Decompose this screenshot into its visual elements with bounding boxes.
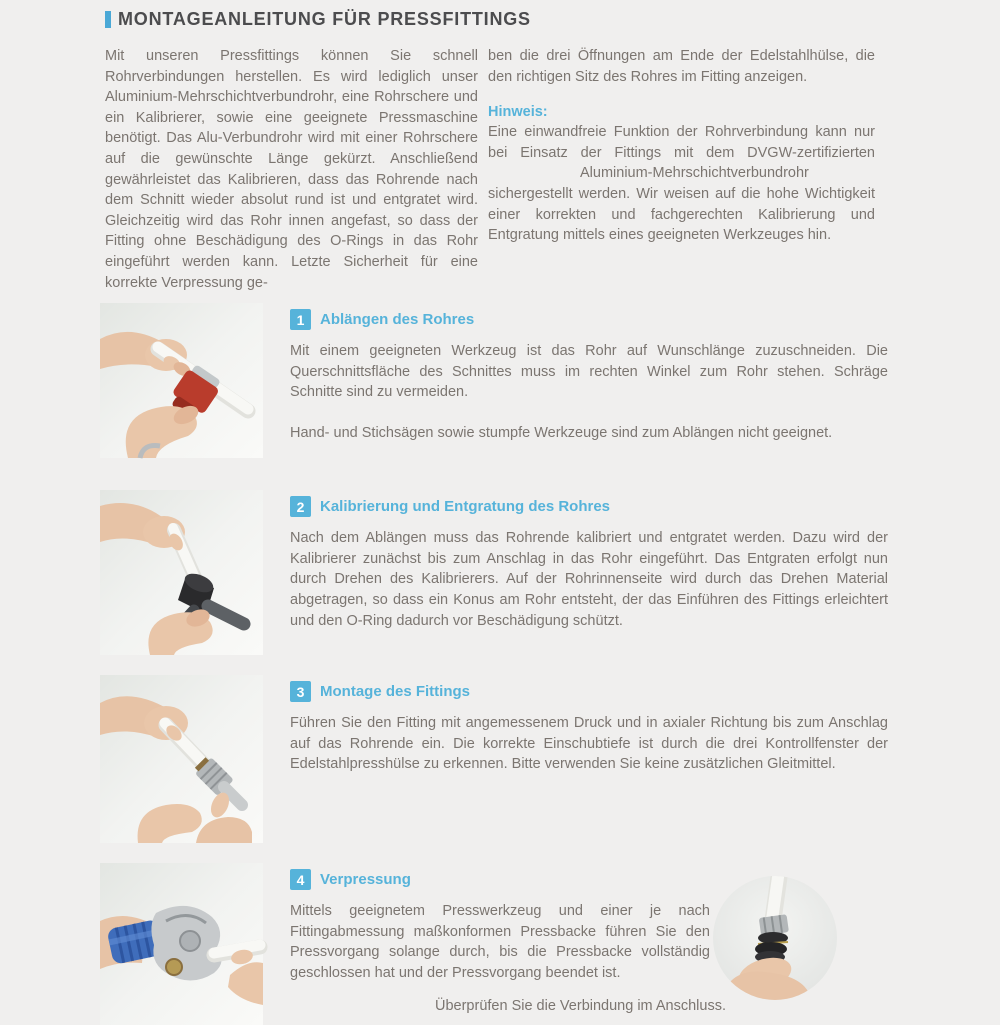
note-label: Hinweis: [488, 104, 548, 121]
step-2-header [290, 496, 888, 517]
step-1-title: Ablängen des Rohres [320, 311, 475, 329]
intro-left-paragraph: Mit unseren Pressfittings können Sie schnell Rohrverbindungen herstellen. Es wird lediglich unser Aluminium-Mehrschichtverbundrohr, eine Rohrschere und ein Kalibrierer, sowie eine geeignete Pressmaschine benötigt. Das Alu-Verbundrohr wird mit einer Rohrschere auf die gewünschte Länge gekürzt. Anschließend gewährleistet das Kalibrieren, dass das Rohrende nach dem Schnitt wieder absolut rund ist und entgratet wird. Gleichzeitig wird das Rohr innen angefast, so dass der Fitting ohne Beschädigung des O-Rings in das Rohr eingeführt werden kann. Letzte Sicherheit für eine korrekte Verpressung ge- [105, 48, 478, 291]
steps-section [100, 303, 888, 1025]
calibration-tool-photo-icon [100, 490, 263, 655]
finished-connection-photo-icon [713, 876, 837, 1000]
step-3-body: Führen Sie den Fitting mit angemessenem Druck und in axialer Richtung bis zum Anschlag auf das Rohrende ein. Die korrekte Einschubtiefe ist durch die drei Kontrollfenster der Edelstahlpresshülse zu erkennen. Bitte verwenden Sie keine zusätzlichen Gleitmittel. [290, 715, 888, 773]
note-indent-gap [488, 176, 580, 177]
step-4-number-badge: 4 [290, 869, 311, 890]
accent-bar-icon [105, 11, 111, 28]
closing-line: Überprüfen Sie die Verbindung im Anschluss. [435, 997, 726, 1014]
step-4-body: Mittels geeignetem Presswerkzeug und einer je nach Fittingabmessung maßkonformen Pressbacke führen Sie den Pressvorgang solange durch, bis die Pressbacke vollständig geschlossen hat und der Pressvorgang beendet ist. [290, 903, 710, 981]
step-2-number-badge: 2 [290, 496, 311, 517]
finished-connection-photo [713, 876, 837, 1000]
step-1-row [100, 303, 888, 458]
intro-section [105, 46, 895, 293]
step-3-title: Montage des Fittings [320, 683, 470, 701]
montageanleitung-page [0, 9, 1000, 1014]
note-paragraph [488, 122, 875, 246]
step-1-body-2: Hand- und Stichsägen sowie stumpfe Werkzeuge sind zum Ablängen nicht geeignet. [290, 424, 833, 441]
step-4-title: Verpressung [320, 871, 411, 889]
step-3-number-badge: 3 [290, 681, 311, 702]
step-2-photo [100, 490, 263, 655]
note-text-part1: Eine einwandfreie Funktion der Rohrverbindung kann nur bei Einsatz der Fittings mit dem DVGW-zertifizierten [488, 124, 875, 161]
page-header [105, 9, 1000, 30]
step-1-photo [100, 303, 263, 458]
step-2-body: Nach dem Ablängen muss das Rohrende kalibriert und entgratet werden. Dazu wird der Kalibrierer zunächst bis zum Anschlag in das Rohr eingeführt. Das Entgraten erfolgt nun durch Drehen des Kalibrierers. Auf der Rohrinnenseite wird durch das Drehen Material abgetragen, so dass ein Konus am Rohr entsteht, der das Einführen des Fittings erleichtert und den O-Ring dadurch vor Beschädigung schützt. [290, 530, 888, 629]
note-text-part2: Aluminium-Mehrschichtverbundrohr sichergestellt werden. Wir weisen auf die hohe Wichtigkeit einer korrekten und fachgerechten Kalibrierung und Entgratung mittels eines geeigneten Werkzeuges hin. [488, 165, 875, 244]
step-4-photo [100, 863, 263, 1025]
step-2-title: Kalibrierung und Entgratung des Rohres [320, 498, 611, 516]
step-3-photo [100, 675, 263, 843]
intro-right-paragraph: ben die drei Öffnungen am Ende der Edelstahlhülse, die den richtigen Sitz des Rohres im Fitting anzeigen. [488, 48, 875, 85]
step-2-row [100, 490, 888, 655]
step-1-number-badge: 1 [290, 309, 311, 330]
fitting-assembly-photo-icon [100, 675, 263, 843]
step-1-header [290, 309, 888, 330]
step-3-header [290, 681, 888, 702]
step-1-body: Mit einem geeigneten Werkzeug ist das Rohr auf Wunschlänge zuzuschneiden. Die Querschnittsfläche des Schnittes muss im rechten Winkel zum Rohr stehen. Schräge Schnitte sind zu vermeiden. [290, 343, 888, 401]
page-title: MONTAGEANLEITUNG FÜR PRESSFITTINGS [118, 9, 531, 29]
step-4-row [100, 863, 888, 1025]
press-tool-photo-icon [100, 863, 263, 1025]
step-3-row [100, 675, 888, 843]
pipe-cutter-photo-icon [100, 303, 263, 458]
